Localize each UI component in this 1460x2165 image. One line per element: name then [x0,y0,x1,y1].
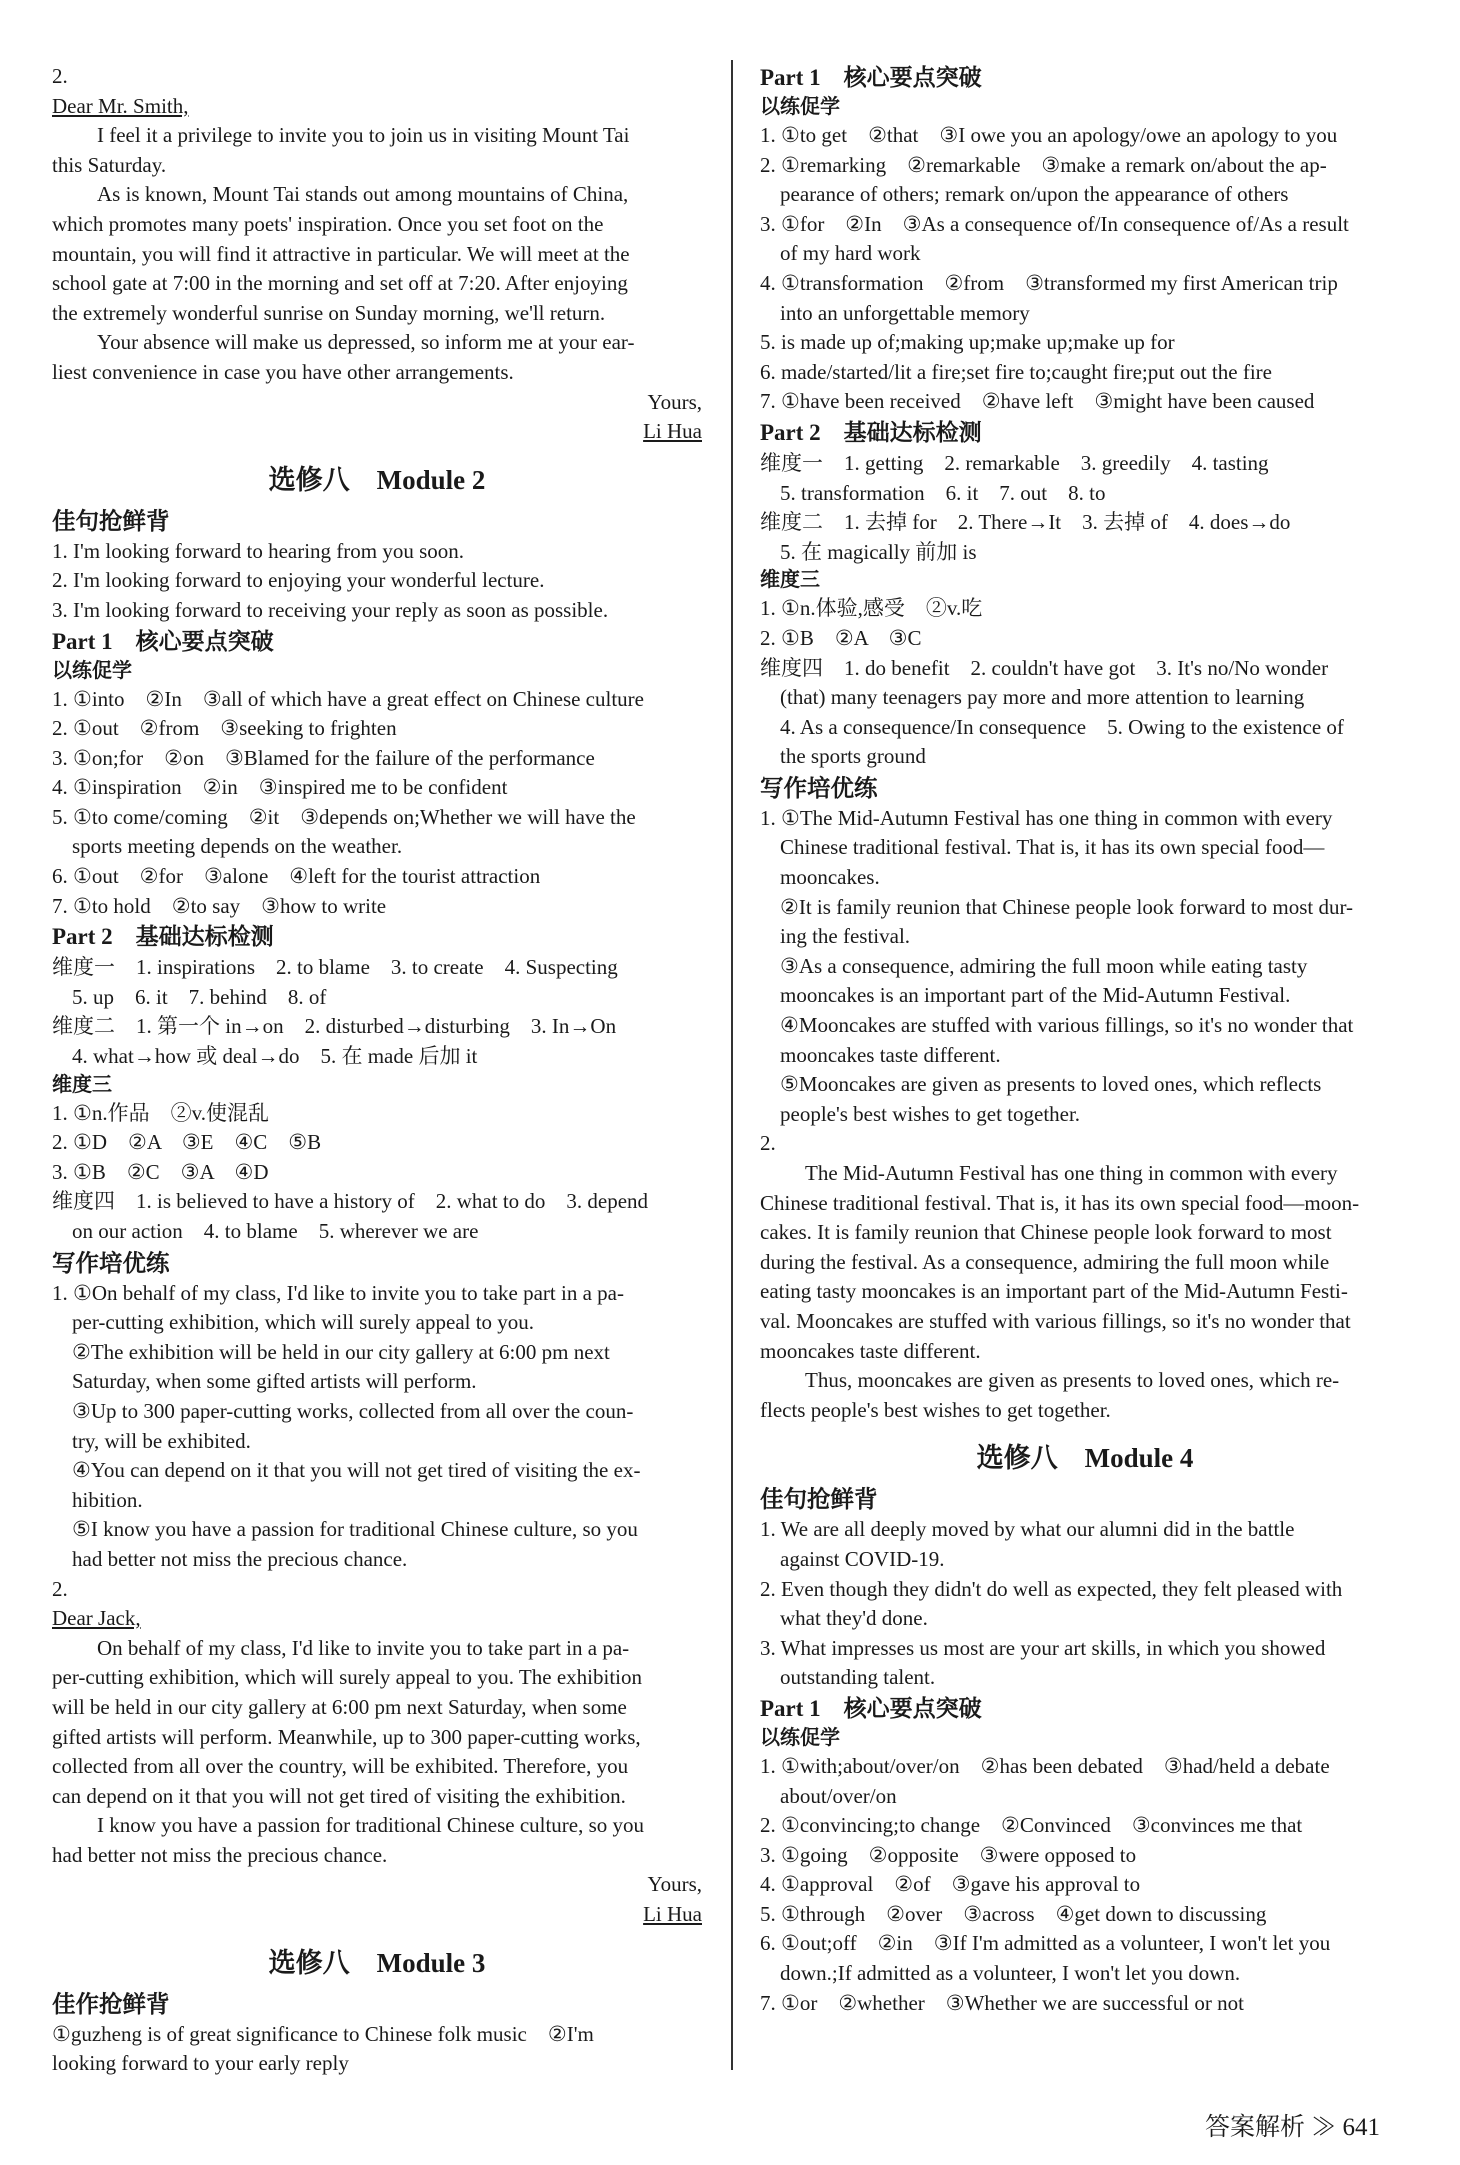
text-line: 3. I'm looking forward to receiving your reply as soon as possible. [52,597,609,622]
text-line: Li Hua [643,419,702,444]
text-line: 5. ①to come/coming ②it ③depends on;Whether we will have the [52,804,636,829]
text-line: 6. made/started/lit a fire;set fire to;caught fire;put out the fire [760,359,1272,384]
module-heading: 选修八 Module 2 [268,464,486,495]
text-line: ①guzheng is of great significance to Chinese folk music ②I'm [52,2021,594,2046]
text-line: 维度四 1. is believed to have a history of 2. what to do 3. depend [52,1189,649,1214]
text-line: 4. ①inspiration ②in ③inspired me to be confident [52,775,508,800]
text-line: 1. ①to get ②that ③I owe you an apology/owe an apology to you [760,123,1338,147]
text-line: try, will be exhibited. [72,1428,251,1453]
text-line: 2. [52,1576,68,1601]
text-line: As is known, Mount Tai stands out among mountains of China, [97,182,629,207]
text-line: 1. I'm looking forward to hearing from you soon. [52,538,465,563]
text-line: Thus, mooncakes are given as presents to loved ones, which re- [805,1368,1340,1393]
left-column [52,62,702,2079]
text-line: can depend on it that you will not get tired of visiting the exhibition. [52,1783,626,1808]
text-line: 5. up 6. it 7. behind 8. of [72,984,327,1009]
text-line: 以练促学 [52,659,132,682]
text-line: looking forward to your early reply [52,2051,349,2076]
text-line: 维度二 1. 去掉 for 2. There→It 3. 去掉 of 4. does→do [760,510,1291,535]
text-line: mooncakes taste different. [760,1338,981,1363]
text-line: cakes. It is family reunion that Chinese people look forward to most [760,1220,1332,1245]
text-line: (that) many teenagers pay more and more attention to learning [780,685,1305,710]
text-line: people's best wishes to get together. [780,1101,1081,1126]
text-line: ⑤Mooncakes are given as presents to loved ones, which reflects [780,1072,1322,1097]
text-line: ing the festival. [780,924,911,949]
text-line: 以练促学 [760,96,840,118]
text-line: Chinese traditional festival. That is, it has its own special food— [780,835,1325,860]
text-line: had better not miss the precious chance. [72,1546,408,1571]
module-heading: 选修八 Module 4 [976,1443,1194,1474]
section-heading: 写作培优练 [760,775,878,802]
text-line: ②It is family reunion that Chinese people look forward to most dur- [780,894,1354,919]
text-line: 维度三 [760,569,820,592]
text-line: during the festival. As a consequence, admiring the full moon while [760,1249,1330,1274]
text-line: ⑤I know you have a passion for traditional Chinese culture, so you [72,1517,638,1542]
text-line: Chinese traditional festival. That is, it has its own special food—moon- [760,1190,1360,1215]
part-heading: Part 2 基础达标检测 [760,419,982,445]
part-heading: Part 2 基础达标检测 [52,924,274,950]
text-line: ③As a consequence, admiring the full moon while eating tasty [780,953,1308,978]
part-heading: Part 1 核心要点突破 [760,65,982,90]
page-footer: 答案解析 ≫ 641 [1204,2114,1380,2141]
text-line: 2. [760,1131,776,1156]
text-line: 维度一 1. inspirations 2. to blame 3. to create 4. Suspecting [52,955,618,980]
text-line: 2. ①D ②A ③E ④C ⑤B [52,1130,322,1155]
text-line: 5. is made up of;making up;make up;make up for [760,330,1175,355]
text-line: per-cutting exhibition, which will surely appeal to you. [72,1310,535,1335]
text-line: Yours, [647,1872,702,1897]
text-line: into an unforgettable memory [780,300,1030,325]
text-line: I know you have a passion for traditional Chinese culture, so you [97,1813,645,1838]
text-line: which promotes many poets' inspiration. Once you set foot on the [52,211,604,236]
text-line: 1. ①n.作品 ②v.使混乱 [52,1100,269,1125]
section-heading: 佳作抢鲜背 [52,1991,170,2018]
text-line: 7. ①or ②whether ③Whether we are successful or not [760,1990,1244,2015]
text-line: will be held in our city gallery at 6:00 pm next Saturday, when some [52,1694,627,1719]
text-line: 维度二 1. 第一个 in→on 2. disturbed→disturbing 3. In→On [52,1014,617,1039]
text-line: Dear Jack, [52,1606,141,1631]
text-line: 6. ①out ②for ③alone ④left for the tourist attraction [52,864,541,889]
text-line: 2. ①convincing;to change ②Convinced ③convinces me that [760,1813,1303,1838]
text-line: this Saturday. [52,152,167,177]
module-heading: 选修八 Module 3 [268,1947,486,1978]
text-line: 4. ①approval ②of ③gave his approval to [760,1872,1141,1897]
text-line: 5. transformation 6. it 7. out 8. to [780,480,1106,505]
text-line: Dear Mr. Smith, [52,93,189,118]
text-line: ④Mooncakes are stuffed with various fillings, so it's no wonder that [780,1013,1354,1038]
text-line: 5. ①through ②over ③across ④get down to discussing [760,1901,1267,1926]
column-divider [731,60,733,2070]
text-line: 2. ①B ②A ③C [760,625,922,650]
text-line: ④You can depend on it that you will not get tired of visiting the ex- [72,1458,641,1483]
text-line: 4. what→how 或 deal→do 5. 在 made 后加 it [72,1044,478,1069]
text-line: on our action 4. to blame 5. wherever we are [72,1219,479,1243]
text-line: outstanding talent. [780,1665,936,1690]
text-line: had better not miss the precious chance. [52,1842,388,1867]
text-line: 2. ①out ②from ③seeking to frighten [52,716,397,741]
text-line: 2. I'm looking forward to enjoying your wonderful lecture. [52,568,545,593]
text-line: what they'd done. [780,1606,928,1631]
text-line: 维度一 1. getting 2. remarkable 3. greedily 4. tasting [760,450,1269,475]
text-line: I feel it a privilege to invite you to join us in visiting Mount Tai [97,123,630,148]
text-line: The Mid-Autumn Festival has one thing in common with every [805,1161,1338,1185]
text-line: the sports ground [780,744,926,769]
text-line: 2. [52,64,68,88]
text-line: 1. We are all deeply moved by what our alumni did in the battle [760,1517,1295,1542]
text-line: liest convenience in case you have other arrangements. [52,359,514,384]
text-line: 3. ①going ②opposite ③were opposed to [760,1842,1137,1867]
text-line: 3. ①for ②In ③As a consequence of/In consequence of/As a result [760,211,1349,236]
text-line: the extremely wonderful sunrise on Sunday morning, we'll return. [52,300,606,325]
text-line: mountain, you will find it attractive in particular. We will meet at the [52,241,630,266]
text-line: eating tasty mooncakes is an important part of the Mid-Autumn Festi- [760,1279,1348,1304]
text-line: gifted artists will perform. Meanwhile, up to 300 paper-cutting works, [52,1724,641,1749]
text-line: of my hard work [780,241,921,266]
text-line: Li Hua [643,1902,702,1927]
text-line: 2. Even though they didn't do well as expected, they felt pleased with [760,1576,1343,1601]
text-line: 7. ①have been received ②have left ③might have been caused [760,389,1315,414]
text-line: mooncakes. [780,865,880,890]
text-line: Yours, [647,389,702,414]
text-line: ②The exhibition will be held in our city gallery at 6:00 pm next [72,1339,610,1364]
text-line: about/over/on [780,1783,897,1808]
part-heading: Part 1 核心要点突破 [760,1695,982,1721]
text-line: 6. ①out;off ②in ③If I'm admitted as a volunteer, I won't let you [760,1931,1331,1956]
text-line: sports meeting depends on the weather. [72,834,403,859]
text-line: 以练促学 [760,1726,840,1749]
text-line: hibition. [72,1487,143,1512]
text-line: val. Mooncakes are stuffed with various fillings, so it's no wonder that [760,1308,1351,1333]
part-heading: Part 1 核心要点突破 [52,628,274,654]
text-line: school gate at 7:00 in the morning and set off at 7:20. After enjoying [52,271,628,296]
section-heading: 佳句抢鲜背 [52,508,170,535]
text-line: mooncakes is an important part of the Mid-Autumn Festival. [780,983,1291,1008]
text-line: 7. ①to hold ②to say ③how to write [52,893,387,918]
text-line: Saturday, when some gifted artists will perform. [72,1369,477,1394]
text-line: collected from all over the country, will be exhibited. Therefore, you [52,1754,629,1779]
text-line: ③Up to 300 paper-cutting works, collected from all over the coun- [72,1398,634,1423]
text-line: flects people's best wishes to get together. [760,1397,1111,1422]
text-line: 4. ①transformation ②from ③transformed my first American trip [760,270,1338,295]
text-line: per-cutting exhibition, which will surely appeal to you. The exhibition [52,1665,642,1690]
text-line: pearance of others; remark on/upon the appearance of others [780,182,1289,207]
text-line: On behalf of my class, I'd like to invite you to take part in a pa- [97,1635,630,1660]
text-line: 1. ①The Mid-Autumn Festival has one thing in common with every [760,805,1333,830]
text-line: 2. ①remarking ②remarkable ③make a remark on/about the ap- [760,152,1327,177]
text-line: 1. ①On behalf of my class, I'd like to invite you to take part in a pa- [52,1280,624,1305]
text-line: down.;If admitted as a volunteer, I won't let you down. [780,1961,1241,1986]
text-line: Your absence will make us depressed, so inform me at your ear- [97,330,635,355]
text-line: 4. As a consequence/In consequence 5. Owing to the existence of [780,714,1344,739]
text-line: 1. ①into ②In ③all of which have a great effect on Chinese culture [52,686,644,711]
section-heading: 写作培优练 [52,1250,170,1277]
section-heading: 佳句抢鲜背 [760,1487,878,1514]
right-column [760,62,1410,2018]
text-line: 1. ①n.体验,感受 ②v.吃 [760,596,983,621]
text-line: 5. 在 magically 前加 is [780,539,977,564]
text-line: mooncakes taste different. [780,1042,1001,1067]
text-line: 3. ①on;for ②on ③Blamed for the failure of the performance [52,745,595,770]
text-line: 维度四 1. do benefit 2. couldn't have got 3. It's no/No wonder [760,655,1329,680]
text-line: 3. ①B ②C ③A ④D [52,1159,269,1184]
text-line: 3. What impresses us most are your art skills, in which you showed [760,1635,1326,1660]
text-line: against COVID-19. [780,1546,945,1571]
text-line: 1. ①with;about/over/on ②has been debated ③had/held a debate [760,1753,1330,1778]
text-line: 维度三 [52,1073,112,1096]
